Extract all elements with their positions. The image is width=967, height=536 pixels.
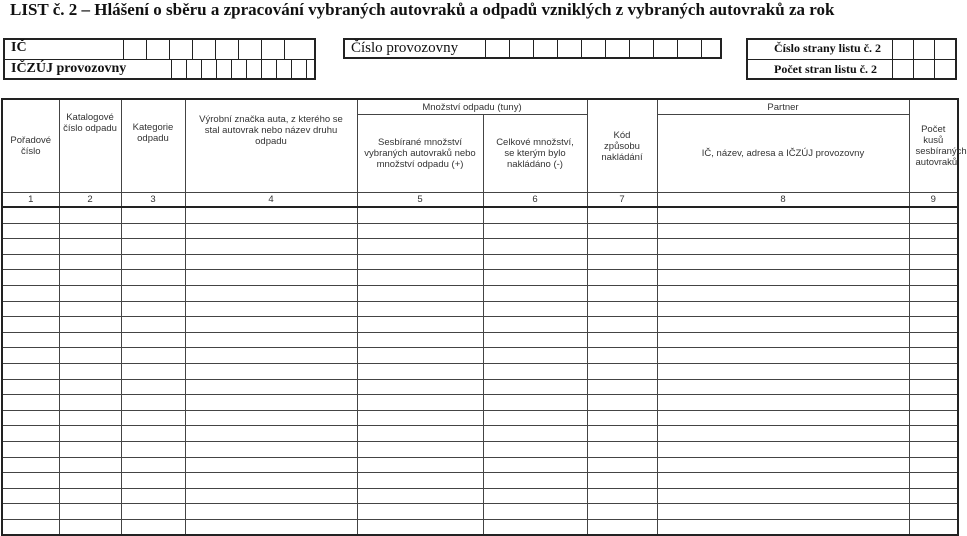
table-row — [2, 457, 958, 473]
table-cell[interactable] — [357, 410, 483, 426]
table-cell[interactable] — [357, 504, 483, 520]
table-row — [2, 395, 958, 411]
provozovna-digit-cell[interactable] — [533, 40, 557, 57]
table-cell[interactable] — [587, 379, 657, 395]
waste-report-table — [1, 98, 967, 536]
table-cell[interactable] — [357, 379, 483, 395]
column-number: 9 — [909, 193, 958, 208]
table-body — [2, 207, 958, 535]
table-cell[interactable] — [483, 270, 587, 286]
table-cell[interactable] — [909, 207, 958, 223]
table-cell[interactable] — [121, 504, 185, 520]
col-header-kategorie: Kategorie odpadu — [121, 99, 185, 193]
table-cell[interactable] — [59, 301, 121, 317]
table-row — [2, 519, 958, 535]
table-cell[interactable] — [483, 301, 587, 317]
table-cell[interactable] — [185, 207, 357, 223]
iczuj-digit-cell[interactable] — [261, 60, 276, 79]
table-cell[interactable] — [2, 239, 59, 255]
table-cell[interactable] — [483, 488, 587, 504]
table-cell[interactable] — [59, 519, 121, 535]
iczuj-digit-cell[interactable] — [216, 60, 231, 79]
table-cell[interactable] — [483, 504, 587, 520]
table-row — [2, 301, 958, 317]
table-cell[interactable] — [121, 441, 185, 457]
table-cell[interactable] — [483, 207, 587, 223]
table-cell[interactable] — [2, 426, 59, 442]
table-cell[interactable] — [483, 395, 587, 411]
table-cell[interactable] — [657, 504, 909, 520]
table-cell[interactable] — [909, 457, 958, 473]
ic-digit-cell[interactable] — [215, 40, 238, 59]
table-cell[interactable] — [185, 332, 357, 348]
table-row — [2, 473, 958, 489]
provozovna-digit-cell[interactable] — [581, 40, 605, 57]
table-cell[interactable] — [121, 379, 185, 395]
table-cell[interactable] — [185, 457, 357, 473]
table-cell[interactable] — [483, 285, 587, 301]
table-cell[interactable] — [357, 395, 483, 411]
table-cell[interactable] — [657, 348, 909, 364]
table-cell[interactable] — [657, 379, 909, 395]
table-cell[interactable] — [59, 285, 121, 301]
table-cell[interactable] — [657, 223, 909, 239]
table-cell[interactable] — [59, 254, 121, 270]
page-number-label: Číslo strany listu č. 2 — [774, 41, 882, 55]
table-cell[interactable] — [185, 473, 357, 489]
table-cell[interactable] — [483, 254, 587, 270]
table-cell[interactable] — [2, 519, 59, 535]
table-cell[interactable] — [657, 207, 909, 223]
table-row — [2, 504, 958, 520]
iczuj-digit-cell[interactable] — [276, 60, 291, 79]
table-cell[interactable] — [59, 270, 121, 286]
table-cell[interactable] — [121, 473, 185, 489]
table-cell[interactable] — [357, 285, 483, 301]
table-cell[interactable] — [483, 426, 587, 442]
group-header-partner: Partner — [657, 99, 909, 115]
table-row — [2, 410, 958, 426]
table-cell[interactable] — [587, 285, 657, 301]
table-cell[interactable] — [2, 488, 59, 504]
table-cell[interactable] — [121, 270, 185, 286]
table-cell[interactable] — [357, 457, 483, 473]
col-header-sesbirane-mnozstvi: Sesbírané množství vybraných autovraků nebo množství odpadu (+) — [357, 115, 483, 193]
ic-digit-cell[interactable] — [192, 40, 215, 59]
provozovna-box — [343, 38, 722, 59]
table-cell[interactable] — [483, 410, 587, 426]
table-cell[interactable] — [185, 519, 357, 535]
table-cell[interactable] — [185, 239, 357, 255]
table-cell[interactable] — [121, 395, 185, 411]
table-cell[interactable] — [587, 332, 657, 348]
table-row — [2, 223, 958, 239]
table-cell[interactable] — [657, 488, 909, 504]
table-cell[interactable] — [357, 223, 483, 239]
table-cell[interactable] — [357, 301, 483, 317]
table-cell[interactable] — [909, 363, 958, 379]
table-cell[interactable] — [185, 441, 357, 457]
table-cell[interactable] — [59, 223, 121, 239]
table-cell[interactable] — [2, 207, 59, 223]
table-cell[interactable] — [587, 317, 657, 333]
table-cell[interactable] — [2, 395, 59, 411]
iczuj-digit-cell[interactable] — [201, 60, 216, 79]
table-cell[interactable] — [909, 301, 958, 317]
table-cell[interactable] — [657, 285, 909, 301]
table-cell[interactable] — [483, 363, 587, 379]
table-cell[interactable] — [59, 488, 121, 504]
table-cell[interactable] — [357, 441, 483, 457]
table-cell[interactable] — [657, 301, 909, 317]
table-cell[interactable] — [121, 223, 185, 239]
table-cell[interactable] — [357, 363, 483, 379]
table-cell[interactable] — [59, 410, 121, 426]
column-number: 8 — [657, 193, 909, 208]
table-cell[interactable] — [59, 379, 121, 395]
table-cell[interactable] — [59, 207, 121, 223]
table-cell[interactable] — [185, 317, 357, 333]
ic-label: IČ — [11, 40, 27, 55]
table-cell[interactable] — [587, 441, 657, 457]
table-cell[interactable] — [657, 270, 909, 286]
table-cell[interactable] — [357, 239, 483, 255]
table-cell[interactable] — [185, 223, 357, 239]
column-number: 1 — [2, 193, 59, 208]
table-cell[interactable] — [587, 223, 657, 239]
table-row — [2, 363, 958, 379]
table-cell[interactable] — [59, 441, 121, 457]
table-cell[interactable] — [483, 332, 587, 348]
col-header-vyrobni-znacka: Výrobní značka auta, z kterého se stal autovrak nebo název druhu odpadu — [185, 99, 357, 193]
iczuj-digit-cell[interactable] — [306, 60, 315, 79]
table-cell[interactable] — [59, 332, 121, 348]
iczuj-digit-cell[interactable] — [291, 60, 306, 79]
column-number: 6 — [483, 193, 587, 208]
ic-digit-cell[interactable] — [123, 40, 146, 59]
table-cell[interactable] — [483, 457, 587, 473]
page-count-label: Počet stran listu č. 2 — [774, 62, 877, 76]
table-row — [2, 348, 958, 364]
table-cell[interactable] — [185, 504, 357, 520]
table-cell[interactable] — [483, 441, 587, 457]
table-cell[interactable] — [657, 395, 909, 411]
table-cell[interactable] — [357, 426, 483, 442]
table-cell[interactable] — [909, 239, 958, 255]
table-row — [2, 239, 958, 255]
column-number: 3 — [121, 193, 185, 208]
table-row — [2, 332, 958, 348]
table-cell[interactable] — [2, 441, 59, 457]
table-cell[interactable] — [121, 301, 185, 317]
table-cell[interactable] — [587, 457, 657, 473]
table-cell[interactable] — [909, 317, 958, 333]
table-row — [2, 441, 958, 457]
table-row — [2, 379, 958, 395]
table-cell[interactable] — [357, 254, 483, 270]
table-cell[interactable] — [587, 363, 657, 379]
table-cell[interactable] — [121, 332, 185, 348]
column-number: 2 — [59, 193, 121, 208]
table-cell[interactable] — [121, 410, 185, 426]
table-cell[interactable] — [121, 348, 185, 364]
table-cell[interactable] — [483, 317, 587, 333]
table-cell[interactable] — [587, 426, 657, 442]
table-cell[interactable] — [59, 457, 121, 473]
table-cell[interactable] — [121, 254, 185, 270]
page-count-cell[interactable] — [892, 60, 913, 79]
table-cell[interactable] — [121, 363, 185, 379]
table-cell[interactable] — [185, 379, 357, 395]
table-cell[interactable] — [59, 395, 121, 411]
table-cell[interactable] — [909, 223, 958, 239]
table-cell[interactable] — [483, 348, 587, 364]
column-number: 5 — [357, 193, 483, 208]
table-cell[interactable] — [657, 441, 909, 457]
provozovna-digit-cell[interactable] — [509, 40, 533, 57]
ic-box — [3, 38, 316, 80]
table-cell[interactable] — [2, 301, 59, 317]
column-number: 4 — [185, 193, 357, 208]
table-cell[interactable] — [185, 395, 357, 411]
page-count-cell[interactable] — [934, 60, 956, 79]
table-cell[interactable] — [909, 285, 958, 301]
table-cell[interactable] — [2, 410, 59, 426]
table-cell[interactable] — [121, 285, 185, 301]
table-cell[interactable] — [185, 410, 357, 426]
table-cell[interactable] — [121, 207, 185, 223]
table-cell[interactable] — [357, 488, 483, 504]
table-cell[interactable] — [587, 504, 657, 520]
table-row — [2, 317, 958, 333]
table-cell[interactable] — [121, 457, 185, 473]
table-cell[interactable] — [909, 395, 958, 411]
table-cell[interactable] — [587, 348, 657, 364]
provozovna-digit-cell[interactable] — [485, 40, 509, 57]
table-cell[interactable] — [185, 426, 357, 442]
iczuj-label: IČZÚJ provozovny — [11, 61, 127, 76]
table-cell[interactable] — [185, 301, 357, 317]
ic-digit-cell[interactable] — [146, 40, 169, 59]
table-cell[interactable] — [2, 254, 59, 270]
table-cell[interactable] — [483, 519, 587, 535]
table-cell[interactable] — [59, 426, 121, 442]
table-cell[interactable] — [909, 504, 958, 520]
sheet-box — [746, 38, 957, 80]
table-cell[interactable] — [909, 488, 958, 504]
table-cell[interactable] — [185, 363, 357, 379]
table-cell[interactable] — [657, 519, 909, 535]
table-cell[interactable] — [657, 239, 909, 255]
col-header-celkove-mnozstvi: Celkové množství, se kterým bylo nakládáno (-) — [483, 115, 587, 193]
table-cell[interactable] — [185, 348, 357, 364]
table-cell[interactable] — [587, 301, 657, 317]
table-cell[interactable] — [59, 317, 121, 333]
table-cell[interactable] — [2, 363, 59, 379]
table-cell[interactable] — [909, 270, 958, 286]
table-cell[interactable] — [657, 473, 909, 489]
table-cell[interactable] — [587, 473, 657, 489]
table-cell[interactable] — [2, 223, 59, 239]
provozovna-digit-cell[interactable] — [653, 40, 677, 57]
table-cell[interactable] — [909, 426, 958, 442]
table-cell[interactable] — [2, 504, 59, 520]
table-cell[interactable] — [587, 270, 657, 286]
table-cell[interactable] — [909, 254, 958, 270]
page-count-cell[interactable] — [913, 60, 934, 79]
table-cell[interactable] — [587, 519, 657, 535]
table-cell[interactable] — [483, 223, 587, 239]
provozovna-label: Číslo provozovny — [351, 40, 459, 56]
table-cell[interactable] — [909, 473, 958, 489]
table-cell[interactable] — [59, 239, 121, 255]
table-cell[interactable] — [909, 441, 958, 457]
table-cell[interactable] — [2, 379, 59, 395]
table-cell[interactable] — [121, 488, 185, 504]
table-cell[interactable] — [587, 239, 657, 255]
col-header-katalogove-cislo: Katalogové číslo odpadu — [59, 99, 121, 193]
table-cell[interactable] — [909, 348, 958, 364]
page-number-cell[interactable] — [913, 40, 934, 59]
table-cell[interactable] — [2, 285, 59, 301]
table-cell[interactable] — [59, 473, 121, 489]
table-cell[interactable] — [587, 410, 657, 426]
provozovna-digit-cell[interactable] — [629, 40, 653, 57]
column-number: 7 — [587, 193, 657, 208]
table-cell[interactable] — [587, 488, 657, 504]
table-cell[interactable] — [657, 363, 909, 379]
table-cell[interactable] — [587, 207, 657, 223]
col-header-pocet-kusu: Počet kusů sesbíraných autovraků — [909, 99, 958, 193]
ic-digit-cell[interactable] — [261, 40, 284, 59]
table-cell[interactable] — [121, 317, 185, 333]
table-cell[interactable] — [909, 332, 958, 348]
ic-digit-cell[interactable] — [169, 40, 192, 59]
table-cell[interactable] — [2, 348, 59, 364]
iczuj-digit-cell[interactable] — [231, 60, 246, 79]
page-number-cell[interactable] — [892, 40, 913, 59]
table-cell[interactable] — [587, 254, 657, 270]
table-cell[interactable] — [185, 285, 357, 301]
iczuj-digit-cell[interactable] — [171, 60, 186, 79]
table-cell[interactable] — [483, 473, 587, 489]
table-cell[interactable] — [185, 488, 357, 504]
table-row — [2, 285, 958, 301]
table-row — [2, 254, 958, 270]
table-cell[interactable] — [2, 332, 59, 348]
table-cell[interactable] — [657, 332, 909, 348]
table-cell[interactable] — [657, 426, 909, 442]
ic-digit-cell[interactable] — [238, 40, 261, 59]
table-cell[interactable] — [121, 519, 185, 535]
ic-digit-cell[interactable] — [284, 40, 315, 59]
table-cell[interactable] — [2, 457, 59, 473]
table-cell[interactable] — [357, 270, 483, 286]
page-title: LIST č. 2 – Hlášení o sběru a zpracování vybraných autovraků a odpadů vzniklých z vybraných autovraků za rok — [10, 0, 835, 19]
table-cell[interactable] — [909, 519, 958, 535]
table-cell[interactable] — [121, 239, 185, 255]
table-row — [2, 207, 958, 223]
table-cell[interactable] — [185, 254, 357, 270]
table-cell[interactable] — [483, 379, 587, 395]
iczuj-digit-cell[interactable] — [246, 60, 261, 79]
table-cell[interactable] — [909, 379, 958, 395]
table-cell[interactable] — [59, 363, 121, 379]
col-header-partner-udaje: IČ, název, adresa a IČZÚJ provozovny — [657, 115, 909, 193]
table-cell[interactable] — [357, 519, 483, 535]
provozovna-digit-cell[interactable] — [557, 40, 581, 57]
table-cell[interactable] — [357, 348, 483, 364]
table-cell[interactable] — [357, 317, 483, 333]
table-cell[interactable] — [59, 348, 121, 364]
group-header-mnozstvi: Množství odpadu (tuny) — [357, 99, 587, 115]
table-cell[interactable] — [657, 410, 909, 426]
table-cell[interactable] — [657, 457, 909, 473]
table-row — [2, 270, 958, 286]
table-cell[interactable] — [121, 426, 185, 442]
provozovna-digit-cell[interactable] — [677, 40, 701, 57]
provozovna-digit-cell[interactable] — [605, 40, 629, 57]
col-header-poradove-cislo: Pořadové číslo — [2, 99, 59, 193]
table-cell[interactable] — [357, 473, 483, 489]
table-cell[interactable] — [2, 270, 59, 286]
table-cell[interactable] — [357, 207, 483, 223]
table-cell[interactable] — [2, 473, 59, 489]
table-cell[interactable] — [657, 317, 909, 333]
table-cell[interactable] — [483, 239, 587, 255]
table-cell[interactable] — [909, 410, 958, 426]
table-cell[interactable] — [657, 254, 909, 270]
table-cell[interactable] — [587, 395, 657, 411]
page-number-cell[interactable] — [934, 40, 956, 59]
table-row — [2, 426, 958, 442]
table-row — [2, 488, 958, 504]
table-cell[interactable] — [185, 270, 357, 286]
iczuj-digit-cell[interactable] — [186, 60, 201, 79]
table-cell[interactable] — [2, 317, 59, 333]
col-header-kod-zpusobu: Kód způsobu nakládání — [587, 99, 657, 193]
table-cell[interactable] — [357, 332, 483, 348]
table-cell[interactable] — [59, 504, 121, 520]
provozovna-digit-cell[interactable] — [701, 40, 721, 57]
